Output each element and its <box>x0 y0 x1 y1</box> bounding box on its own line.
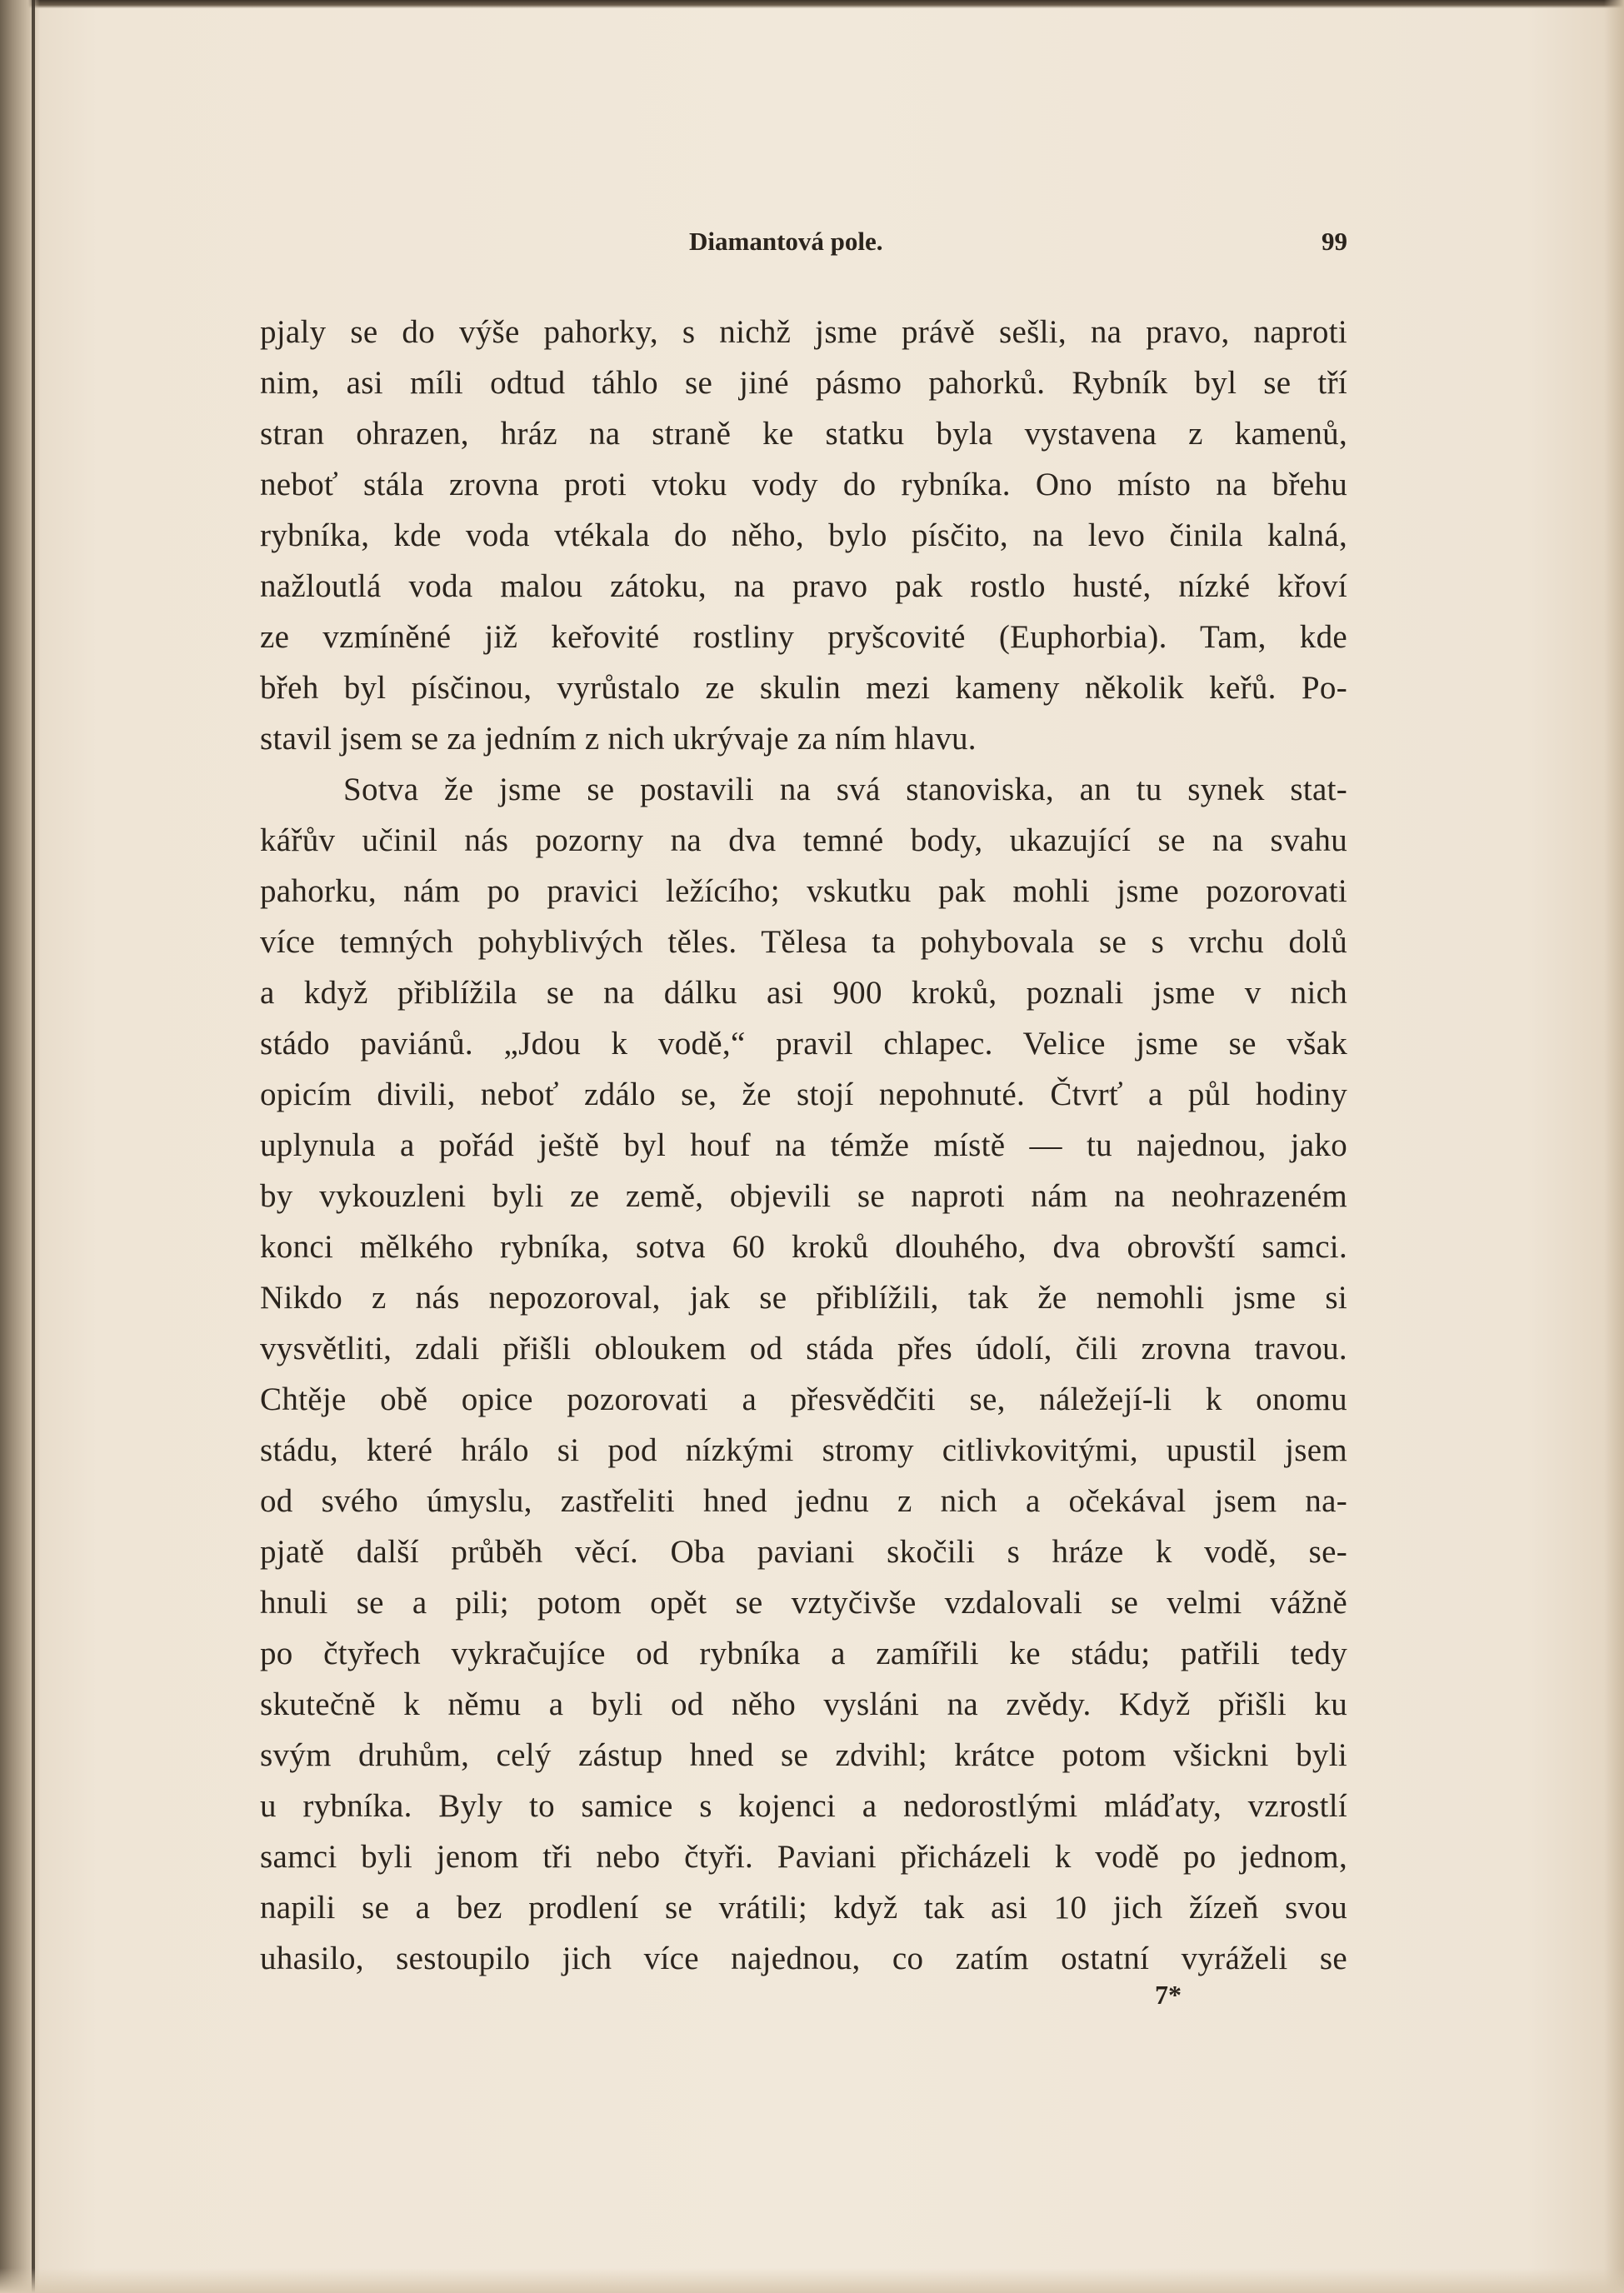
text-line: by vykouzleni byli ze země, objevili se naproti nám na neohrazeném <box>260 1178 1347 1214</box>
text-line: od svého úmyslu, zastřeliti hned jednu z nich a očekával jsem na- <box>260 1483 1347 1519</box>
text-line: skutečně k němu a byli od něho vysláni na zvědy. Když přišli ku <box>260 1686 1347 1722</box>
text-line: svým druhům, celý zástup hned se zdvihl; krátce potom všickni byli <box>260 1737 1347 1773</box>
page-right-edge <box>1604 0 1624 2293</box>
paragraph-end-line: stavil jsem se za jedním z nich ukrývaje za ním hlavu. <box>260 721 977 757</box>
page-header <box>260 220 1347 262</box>
text-line: pjatě další průběh věcí. Oba paviani skočili s hráze k vodě, se- <box>260 1534 1347 1570</box>
running-title: Diamantová pole. <box>689 227 883 256</box>
text-line: kářův učinil nás pozorny na dva temné body, ukazující se na svahu <box>260 822 1347 858</box>
signature-mark: 7* <box>1155 1980 1182 2010</box>
text-line: uhasilo, sestoupilo jich více najednou, co zatím ostatní vyráželi se <box>260 1941 1347 1976</box>
text-line: více temných pohyblivých těles. Tělesa ta pohybovala se s vrchu dolů <box>260 924 1347 960</box>
text-line: po čtyřech vykračujíce od rybníka a zamířili ke stádu; patřili tedy <box>260 1636 1347 1671</box>
page-bottom-edge <box>0 2268 1624 2293</box>
text-line: stádo paviánů. „Jdou k vodě,“ pravil chlapec. Velice jsme se však <box>260 1026 1347 1062</box>
text-line: konci mělkého rybníka, sotva 60 kroků dlouhého, dva obrovští samci. <box>260 1229 1347 1265</box>
text-line: Chtěje obě opice pozorovati a přesvědčiti se, náležejí-li k onomu <box>260 1381 1347 1417</box>
text-line: napili se a bez prodlení se vrátili; když tak asi 10 jich žízeň svou <box>260 1890 1347 1926</box>
text-line: břeh byl písčinou, vyrůstalo ze skulin mezi kameny několik keřů. Po- <box>260 670 1347 706</box>
text-line: pjaly se do výše pahorky, s nichž jsme právě sešli, na pravo, naproti <box>260 314 1347 350</box>
text-line: vysvětliti, zdali přišli obloukem od stáda přes údolí, čili zrovna travou. <box>260 1331 1347 1366</box>
text-line: nažloutlá voda malou zátoku, na pravo pak rostlo husté, nízké křoví <box>260 568 1347 604</box>
body-text <box>260 307 1347 1984</box>
text-line: pahorku, nám po pravici ležícího; vskutku pak mohli jsme pozorovati <box>260 873 1347 909</box>
text-line: u rybníka. Byly to samice s kojenci a nedorostlými mláďaty, vzrostlí <box>260 1788 1347 1824</box>
book-spine-line <box>32 0 35 2293</box>
paragraph-first-line: Sotva že jsme se postavili na svá stanoviska, an tu synek stat- <box>343 772 1347 807</box>
text-line: rybníka, kde voda vtékala do něho, bylo písčito, na levo činila kalná, <box>260 517 1347 553</box>
text-line: stran ohrazen, hráz na straně ke statku byla vystavena z kamenů, <box>260 416 1347 452</box>
text-line: Nikdo z nás nepozoroval, jak se přiblížili, tak že nemohli jsme si <box>260 1280 1347 1316</box>
text-line: opicím divili, neboť zdálo se, že stojí nepohnuté. Čtvrť a půl hodiny <box>260 1077 1347 1112</box>
page-number: 99 <box>1322 227 1347 256</box>
text-line: uplynula a pořád ještě byl houf na témže místě — tu najednou, jako <box>260 1127 1347 1163</box>
page-top-edge <box>0 0 1624 8</box>
text-line: ze vzmíněné již keřovité rostliny pryšcovité (Euphorbia). Tam, kde <box>260 619 1347 655</box>
text-line: hnuli se a pili; potom opět se vztyčivše vzdalovali se velmi vážně <box>260 1585 1347 1621</box>
text-line: a když přiblížila se na dálku asi 900 kroků, poznali jsme v nich <box>260 975 1347 1011</box>
text-line: nim, asi míli odtud táhlo se jiné pásmo pahorků. Rybník byl se tří <box>260 365 1347 401</box>
text-line: neboť stála zrovna proti vtoku vody do rybníka. Ono místo na břehu <box>260 467 1347 502</box>
text-line: stádu, které hrálo si pod nízkými stromy citlivkovitými, upustil jsem <box>260 1432 1347 1468</box>
text-line: samci byli jenom tři nebo čtyři. Paviani přicházeli k vodě po jednom, <box>260 1839 1347 1875</box>
